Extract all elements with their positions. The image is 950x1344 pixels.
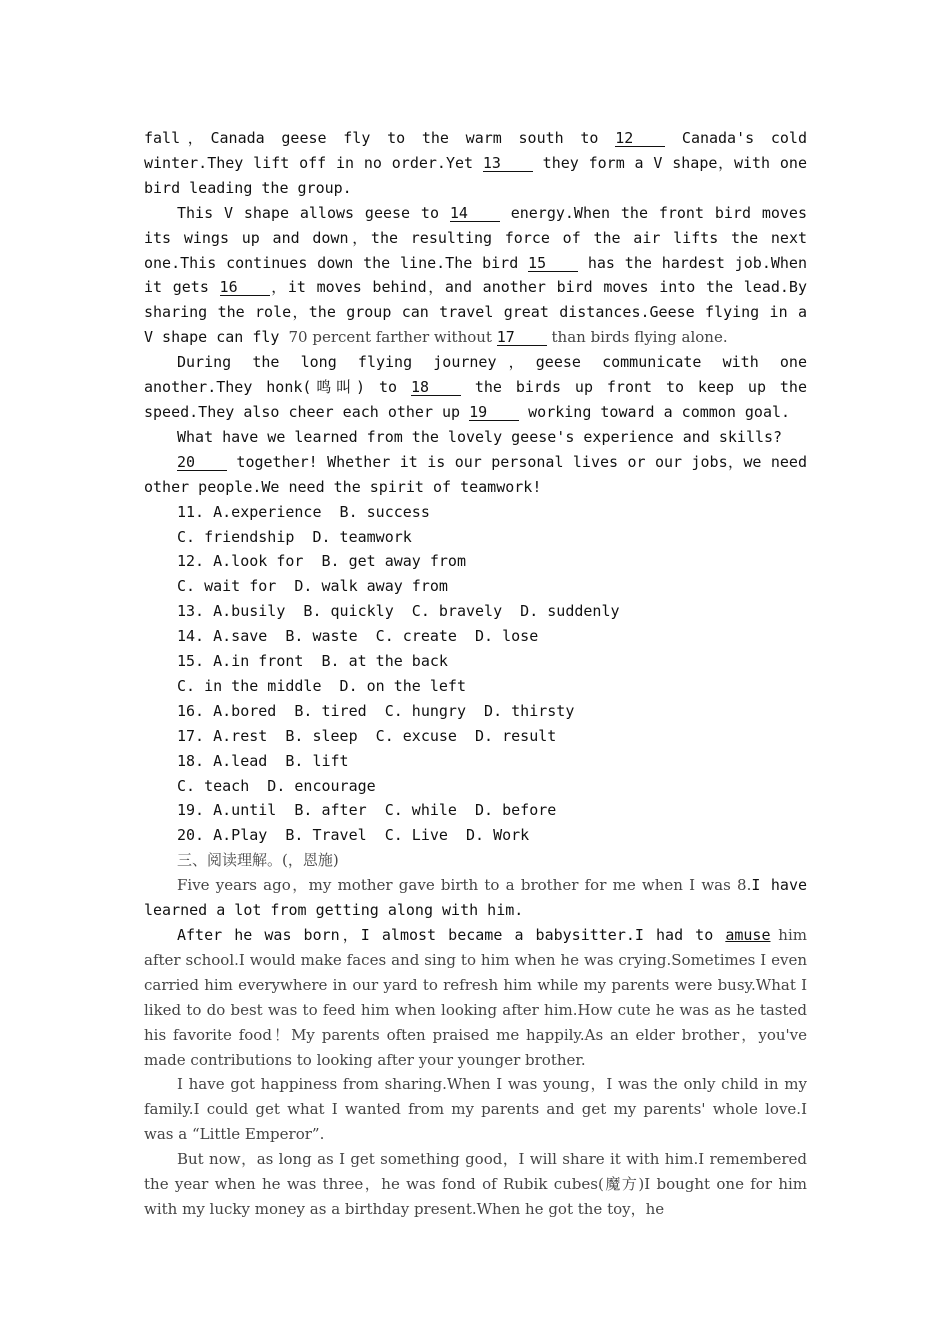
blank-12: 12 (615, 130, 665, 147)
option-line: 17. A.rest B. sleep C. excuse D. result (177, 726, 557, 745)
cloze-paragraph-5 (144, 450, 807, 500)
reading-paragraph-4: But now，as long as I get something good，I will share it with him.I remembered the year when he was three，he was fond of Rubik cubes(魔方)I bought one for him with my lucky money as a birthday present.When he got the toy，he (144, 1150, 807, 1218)
text: ，it moves behind，and another bird moves into the lead.By sharing the role，the group can travel great distances.Geese flying in a V shape can fly (144, 278, 807, 347)
blank-16: 16 (220, 279, 270, 296)
text: 70 percent farther without (288, 328, 497, 347)
blank-14: 14 (450, 205, 500, 222)
underlined-word: amuse (725, 926, 771, 944)
text: together! Whether it is our personal lives or our jobs，we need other people.We need the spirit of teamwork! (144, 452, 807, 496)
blank-20: 20 (177, 454, 227, 471)
option-line: 12. A.look for B. get away from (177, 552, 466, 571)
text: working toward a common goal. (519, 402, 791, 421)
option-line: C. in the middle D. on the left (177, 676, 466, 695)
cloze-paragraph-3 (144, 350, 807, 425)
option-line: 18. A.lead B. lift (177, 751, 349, 770)
text: After he was born，I almost became a babysitter.I had to (177, 926, 726, 944)
option-line: 16. A.bored B. tired C. hungry D. thirsty (177, 701, 575, 720)
reading-paragraph-1 (144, 873, 807, 923)
cloze-paragraph-1 (144, 126, 807, 201)
option-line: C. teach D. encourage (177, 776, 376, 795)
reading-paragraph-2 (144, 923, 807, 1072)
text: This V shape allows geese to (177, 203, 450, 222)
blank-15: 15 (528, 255, 578, 272)
blank-13: 13 (483, 155, 533, 172)
section-heading: 三、阅读理解。(，恩施) (177, 851, 339, 870)
option-line: 20. A.Play B. Travel C. Live D. Work (177, 826, 530, 845)
option-line: 15. A.in front B. at the back (177, 652, 448, 671)
cloze-paragraph-2 (144, 201, 807, 350)
text: they form a V shape，with one bird leading the group. (144, 153, 807, 197)
blank-17: 17 (497, 329, 547, 346)
option-line: C. wait for D. walk away from (177, 577, 448, 596)
page-content (144, 126, 807, 1222)
option-line: 11. A.experience B. success (177, 502, 430, 521)
option-line: 13. A.busily B. quickly C. bravely D. suddenly (177, 602, 620, 621)
text: him after school.I would make faces and sing to him when he was crying.Sometimes I even carried him everywhere in our yard to refresh him while my parents were busy.What I liked to do best was to feed him when looking after him.How cute he was as he tasted his favorite food！My parents often praised me happily.As an elder brother，you've made contributions to looking after your younger brother. (144, 926, 807, 1069)
text: energy.When the front bird moves its wings up and down，the resulting force of the air lifts the next one.This continues down the line.The bird (144, 203, 807, 272)
option-line: 14. A.save B. waste C. create D. lose (177, 627, 539, 646)
text: During the long flying journey，geese communicate with one another.They honk(鸣叫) to (144, 353, 807, 397)
reading-paragraph-3: I have got happiness from sharing.When I was young，I was the only child in my family.I could get what I wanted from my parents and get my parents' whole love.I was a “Little Emperor”. (144, 1075, 807, 1144)
cloze-paragraph-4: What have we learned from the lovely geese's experience and skills? (177, 427, 783, 446)
text: Five years ago，my mother gave birth to a brother for me when I was 8. (177, 876, 752, 895)
blank-18: 18 (411, 379, 461, 396)
text: fall，Canada geese fly to the warm south to (144, 129, 616, 147)
text: than birds flying alone. (546, 328, 728, 347)
text: I have learned a lot from getting along with him. (144, 876, 808, 920)
option-line: C. friendship D. teamwork (177, 527, 412, 546)
option-line: 19. A.until B. after C. while D. before (177, 801, 557, 820)
text: the birds up front to keep up the speed.They also cheer each other up (144, 378, 807, 421)
text: has the hardest job.When it gets (144, 253, 807, 297)
blank-19: 19 (469, 404, 519, 421)
text: Canada's cold winter.They lift off in no order.Yet (144, 129, 807, 172)
